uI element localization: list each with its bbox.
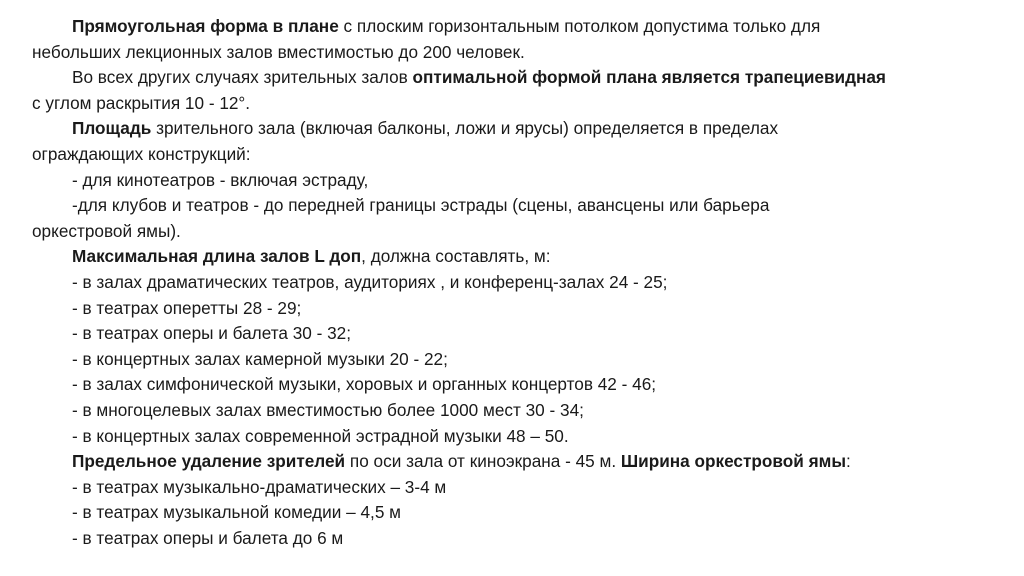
paragraph-viewer-distance	[32, 449, 964, 475]
bold-phrase: Прямоугольная форма в плане	[72, 16, 339, 36]
text: , должна составлять, м:	[361, 246, 551, 267]
paragraph-area	[32, 116, 964, 142]
list-item: - в концертных залах современной эстрадной музыки 48 – 50.	[72, 425, 569, 446]
bold-phrase: Ширина оркестровой ямы	[620, 451, 846, 472]
list-item-continuation: оркестровой ямы).	[32, 220, 181, 241]
list-item: - в театрах оперетты 28 - 29;	[72, 297, 302, 318]
bold-phrase: Площадь	[72, 118, 152, 139]
bold-phrase: оптимальной формой плана является трапециевидная	[412, 67, 886, 88]
paragraph-rectangular-form	[32, 14, 964, 40]
list-item: - в залах драматических театров, аудиториях , и конференц-залах 24 - 25;	[72, 271, 668, 292]
list-item: - в залах симфонической музыки, хоровых и органных концертов 42 - 46;	[72, 374, 657, 395]
list-item: - в театрах оперы и балета до 6 м	[72, 527, 344, 548]
list-item: - в многоцелевых залах вместимостью более 1000 мест 30 - 34;	[72, 399, 584, 420]
paragraph-trapezoid-form	[32, 65, 964, 91]
list-item: -для клубов и театров - до передней границы эстрады (сцены, авансцены или барьера	[72, 195, 770, 216]
text: :	[846, 451, 851, 472]
list-item: - для кинотеатров - включая эстраду,	[72, 169, 369, 190]
bold-phrase: Максимальная длина залов L доп	[72, 246, 362, 267]
bold-phrase: Предельное удаление зрителей	[72, 451, 346, 472]
list-item: - в театрах оперы и балета 30 - 32;	[72, 323, 351, 344]
text: Во всех других случаях зрительных залов	[72, 67, 413, 88]
list-item: - в театрах музыкально-драматических – 3-4 м	[72, 476, 447, 497]
paragraph-continuation: ограждающих конструкций:	[32, 143, 251, 164]
text: зрительного зала (включая балконы, ложи и ярусы) определяется в пределах	[151, 118, 779, 139]
list-item: - в концертных залах камерной музыки 20 - 22;	[72, 348, 448, 369]
paragraph-continuation: с углом раскрытия 10 - 12°.	[32, 92, 251, 113]
list-item: - в театрах музыкальной комедии – 4,5 м	[72, 502, 401, 523]
text: по оси зала от киноэкрана - 45 м.	[345, 451, 621, 472]
paragraph-max-length	[32, 244, 964, 270]
text: с плоским горизонтальным потолком допустима только для	[338, 16, 821, 36]
paragraph-continuation: небольших лекционных залов вместимостью до 200 человек.	[32, 41, 525, 62]
